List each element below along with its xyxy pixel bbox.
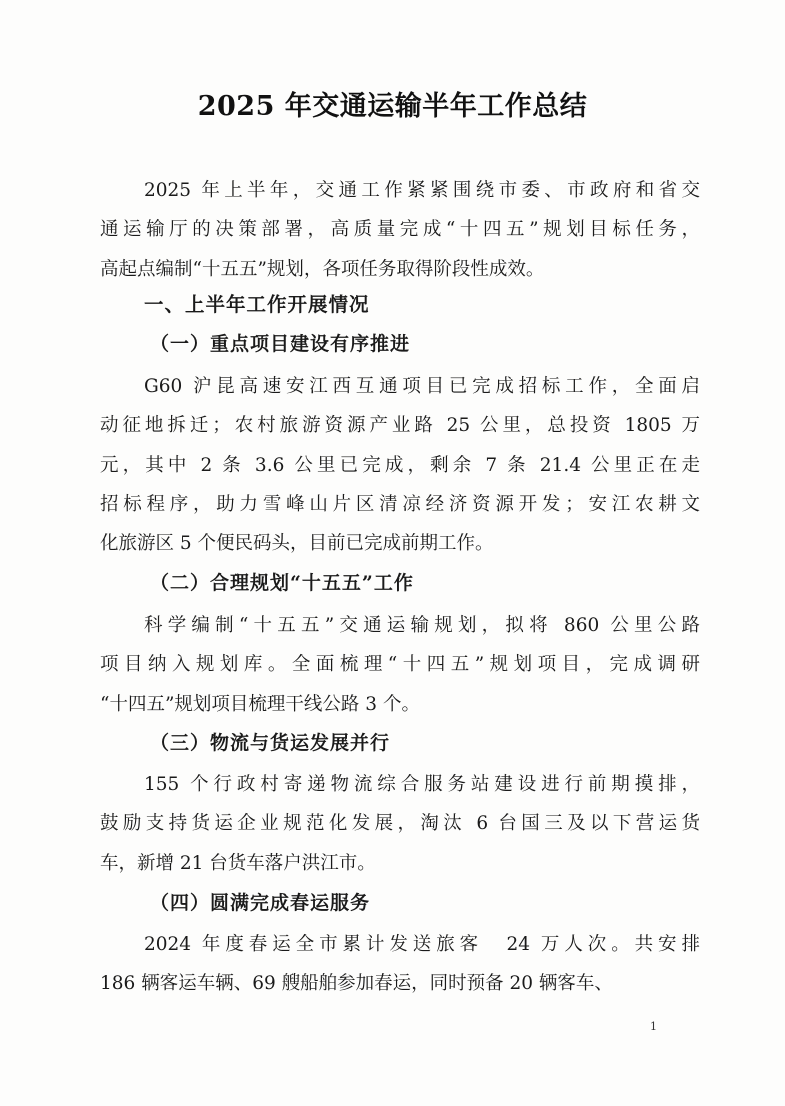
subsection-heading: （三）物流与货运发展并行	[150, 732, 391, 754]
intro-paragraph	[100, 171, 700, 289]
paragraph-line: 2024 年度春运全市累计发送旅客 24 万人次。共安排	[144, 934, 700, 955]
paragraph-line: G60 沪昆高速安江西互通项目已完成招标工作，全面启	[144, 376, 700, 397]
subsection-paragraph	[100, 925, 700, 1004]
subsection-paragraph	[100, 606, 700, 724]
paragraph-line: 155 个行政村寄递物流综合服务站建设进行前期摸排，	[144, 774, 700, 795]
paragraph-line: 项目纳入规划库。全面梳理“十四五”规划项目，完成调研	[100, 654, 700, 676]
subsection-paragraph	[100, 765, 700, 883]
intro-line: 通运输厅的决策部署，高质量完成“十四五”规划目标任务，	[100, 219, 700, 241]
page-number: 1	[650, 1020, 657, 1033]
subsection-heading: （一）重点项目建设有序推进	[150, 333, 411, 355]
paragraph-line: 科学编制“十五五”交通运输规划，拟将 860 公里公路	[144, 615, 700, 636]
subsection-heading: （四）圆满完成春运服务	[150, 892, 371, 914]
document-title: 2025 年交通运输半年工作总结	[197, 91, 588, 122]
paragraph-line: “十四五”规划项目梳理干线公路 3 个。	[100, 693, 420, 715]
paragraph-line: 招标程序，助力雪峰山片区清凉经济资源开发；安江农耕文	[100, 493, 700, 515]
paragraph-line: 元，其中 2 条 3.6 公里已完成，剩余 7 条 21.4 公里正在走	[100, 454, 700, 476]
paragraph-line: 186 辆客运车辆、69 艘船舶参加春运，同时预备 20 辆客车、	[100, 973, 613, 995]
paragraph-line: 动征地拆迁；农村旅游资源产业路 25 公里，总投资 1805 万	[100, 415, 700, 437]
intro-line: 高起点编制“十五五”规划，各项任务取得阶段性成效。	[100, 258, 545, 280]
intro-line: 2025 年上半年，交通工作紧紧围绕市委、市政府和省交	[144, 180, 700, 201]
subsection-heading: （二）合理规划“十五五”工作	[150, 572, 414, 594]
paragraph-line: 化旅游区 5 个便民码头，目前已完成前期工作。	[100, 533, 494, 555]
section-heading: 一、上半年工作开展情况	[144, 293, 370, 316]
paragraph-line: 车，新增 21 台货车落户洪江市。	[100, 852, 376, 874]
subsection-paragraph	[100, 367, 700, 563]
paragraph-line: 鼓励支持货运企业规范化发展，淘汰 6 台国三及以下营运货	[100, 813, 700, 835]
